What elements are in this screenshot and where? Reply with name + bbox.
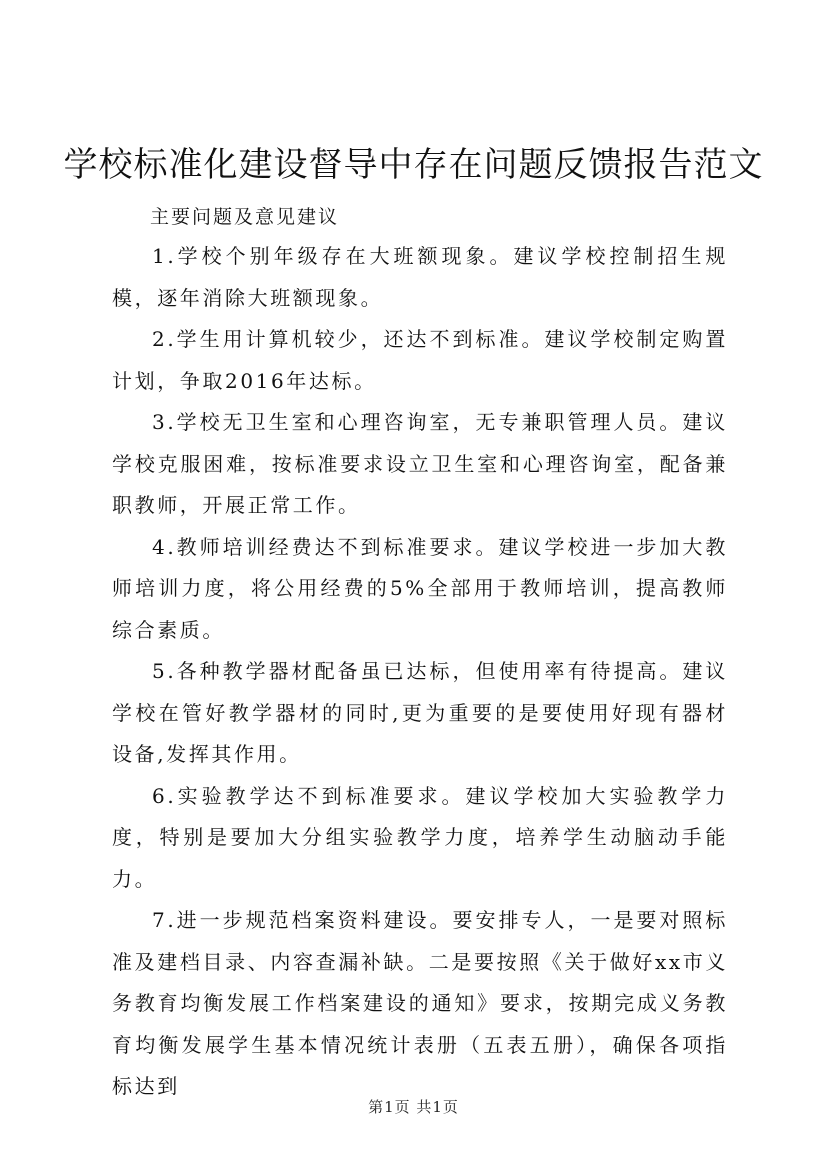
document-title: 学校标准化建设督导中存在问题反馈报告范文 [63, 145, 764, 185]
paragraph-3: 3.学校无卫生室和心理咨询室，无专兼职管理人员。建议学校克服困难，按标准要求设立卫生室和心理咨询室，配备兼职教师，开展正常工作。 [112, 410, 728, 517]
paragraph-5: 5.各种教学器材配备虽已达标，但使用率有待提高。建议学校在管好教学器材的同时,更为重要的是要使用好现有器材设备,发挥其作用。 [112, 659, 728, 766]
paragraph-1: 1.学校个别年级存在大班额现象。建议学校控制招生规模，逐年消除大班额现象。 [112, 244, 728, 310]
paragraph-7: 7.进一步规范档案资料建设。要安排专人，一是要对照标准及建档目录、内容查漏补缺。二是要按照《关于做好xx市义务教育均衡发展工作档案建设的通知》要求，按期完成义务教育均衡发展学生基本情况统计表册（五表五册），确保各项指标达到 [112, 908, 728, 1098]
page-footer: 第1页 共1页 [368, 1098, 459, 1116]
section-heading: 主要问题及意见建议 [150, 206, 340, 228]
paragraph-6: 6.实验教学达不到标准要求。建议学校加大实验教学力度，特别是要加大分组实验教学力度，培养学生动脑动手能力。 [112, 783, 728, 891]
document-body [112, 198, 728, 1108]
paragraph-4: 4.教师培训经费达不到标准要求。建议学校进一步加大教师培训力度，将公用经费的5%全部用于教师培训，提高教师综合素质。 [112, 534, 728, 642]
paragraph-2: 2.学生用计算机较少，还达不到标准。建议学校制定购置计划，争取2016年达标。 [112, 327, 728, 393]
